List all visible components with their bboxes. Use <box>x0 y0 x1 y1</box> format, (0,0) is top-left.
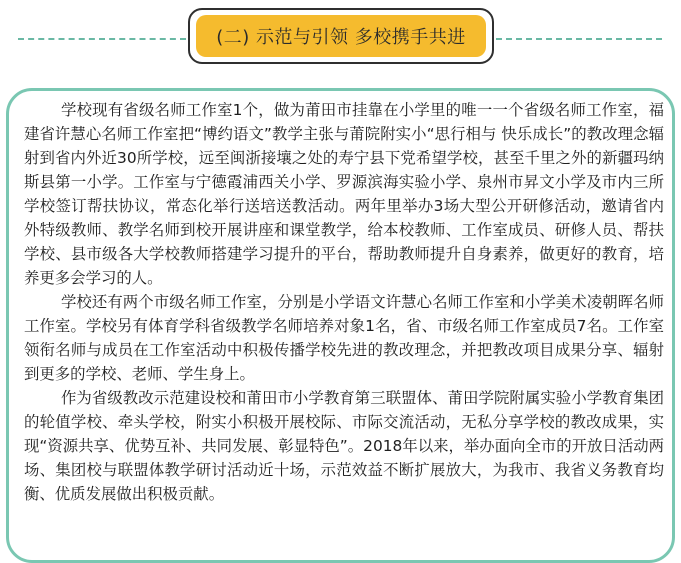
section-heading-frame <box>188 8 494 64</box>
left-dashed-divider <box>18 38 186 40</box>
right-dashed-divider <box>496 38 662 40</box>
article-body <box>24 98 664 506</box>
section-heading-band <box>0 0 681 78</box>
section-heading: (二) 示范与引领 多校携手共进 <box>196 15 486 57</box>
paragraph-provincial-studio: 学校现有省级名师工作室1个，做为莆田市挂靠在小学里的唯一一个省级名师工作室，福建省许慧心名师工作室把“博约语文”教学主张与莆院附实小“思行相与 快乐成长”的教改理念辐射到省内外近30所学校，远至闽浙接壤之处的寿宁县下党希望学校，甚至千里之外的新疆玛纳斯县第一小学。工作室与宁德霞浦西关小学、罗源滨海实验小学、泉州市昇文小学及市内三所学校签订帮扶协议，常态化举行送培送教活动。两年里举办3场大型公开研修活动，邀请省内外特级教师、教学名师到校开展讲座和课堂教学，给本校教师、工作室成员、研修人员、帮扶学校、县市级各大学校教师搭建学习提升的平台，帮助教师提升自身素养，做更好的教育，培养更多会学习的人。 <box>24 101 664 287</box>
paragraph-demonstration-school: 作为省级教改示范建设校和莆田市小学教育第三联盟体、莆田学院附属实验小学教育集团的轮值学校、牵头学校，附实小积极开展校际、市际交流活动，无私分享学校的教改成果，实现“资源共享、优势互补、共同发展、彰显特色”。2018年以来，举办面向全市的开放日活动两场、集团校与联盟体教学研讨活动近十场，示范效益不断扩展放大，为我市、我省义务教育均衡、优质发展做出积极贡献。 <box>24 389 664 503</box>
paragraph-municipal-studios: 学校还有两个市级名师工作室，分别是小学语文许慧心名师工作室和小学美术凌朝晖名师工作室。学校另有体育学科省级教学名师培养对象1名，省、市级名师工作室成员7名。工作室领衔名师与成员在工作室活动中积极传播学校先进的教改理念，并把教改项目成果分享、辐射到更多的学校、老师、学生身上。 <box>24 293 664 383</box>
